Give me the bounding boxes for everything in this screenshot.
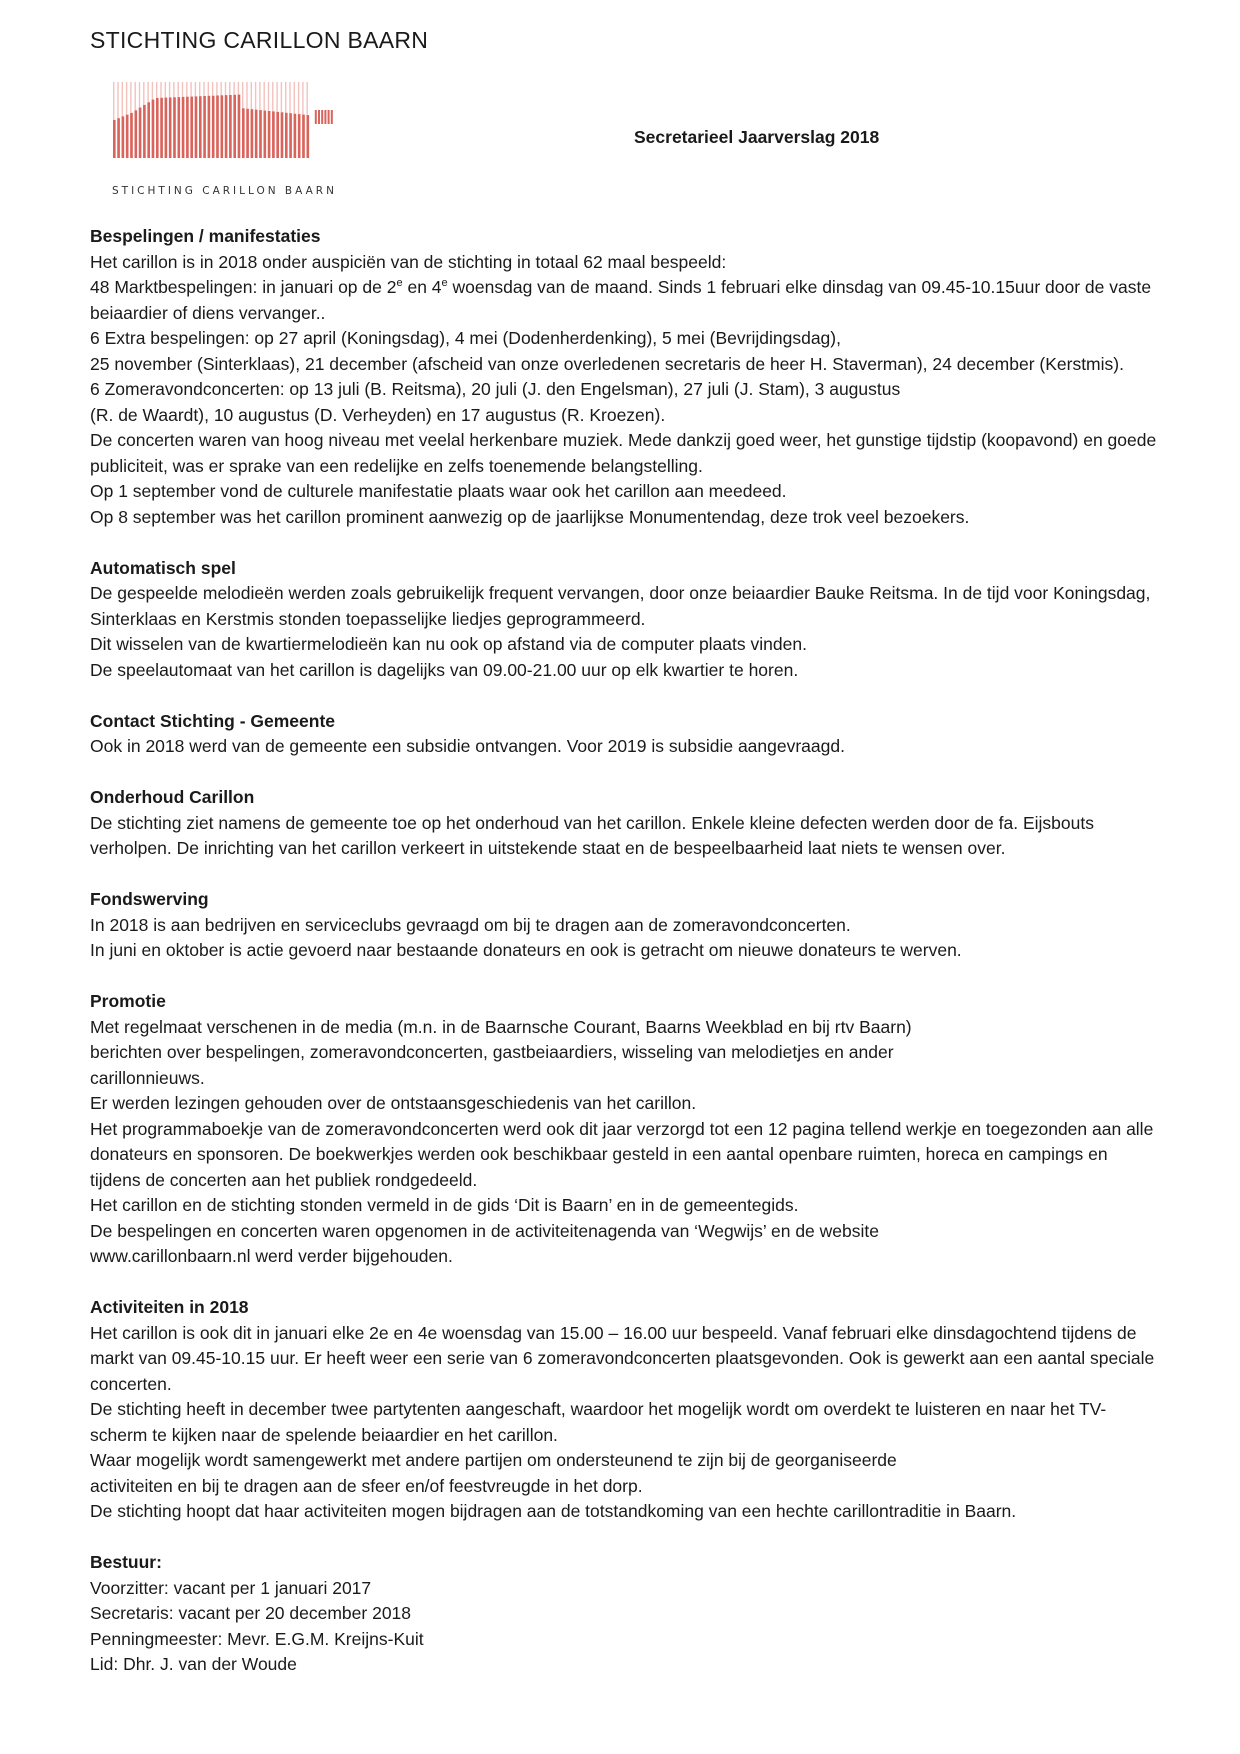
section-heading: Bespelingen / manifestaties [90,226,321,246]
logo-bar [182,97,185,158]
logo-bar [255,110,258,158]
logo-bar [216,96,219,159]
logo-bar [307,115,310,158]
logo-bar [285,113,288,158]
logo-bar [178,97,181,158]
paragraph: Het carillon is ook dit in januari elke 2e en 4e woensdag van 15.00 – 16.00 uur bespeeld. Vanaf februari elke dinsdagochtend tijdens de markt van 09.45-10.15 uur. Er heeft weer een serie van 6 zomeravondconcerten plaatsgevonden. Ook is gewerkt aan een aantal speciale concerten. [90,1322,1155,1394]
logo-bar [242,108,245,158]
logo-bell-mark [331,110,333,124]
logo-bell-mark [321,110,323,124]
logo-bell-mark [315,110,317,124]
section-bestuur [90,1550,1160,1678]
logo-bar [203,96,206,158]
logo-bar [122,116,125,158]
paragraph: In juni en oktober is actie gevoerd naar bestaande donateurs en ook is getracht om nieuwe donateurs te werven. [90,940,962,960]
logo-bell-mark [324,110,326,124]
paragraph: 6 Extra bespelingen: op 27 april (Koningsdag), 4 mei (Dodenherdenking), 5 mei (Bevrijdingsdag), [90,328,841,348]
logo-bar [143,105,146,158]
logo-bar [251,109,254,158]
paragraph: Ook in 2018 werd van de gemeente een subsidie ontvangen. Voor 2019 is subsidie aangevraagd. [90,736,845,756]
board-member: Voorzitter: vacant per 1 januari 2017 [90,1577,372,1598]
section-heading: Bestuur: [90,1552,162,1572]
logo-bar [195,96,198,158]
paragraph: 48 Marktbespelingen: in januari op de 2e en 4e woensdag van de maand. Sinds 1 februari elke dinsdag van 09.45-10.15uur door de vaste beiaardier of diens vervanger.. [90,277,1152,323]
logo-bar [212,96,215,158]
paragraph: 6 Zomeravondconcerten: op 13 juli (B. Reitsma), 20 juli (J. den Engelsman), 27 juli (J. Stam), 3 augustus [90,379,901,399]
section-activiteiten [90,1295,1160,1525]
paragraph: activiteiten en bij te dragen aan de sfeer en/of feestvreugde in het dorp. [90,1475,643,1496]
paragraph: berichten over bespelingen, zomeravondconcerten, gastbeiaardiers, wisseling van melodietjes en ander [90,1042,894,1062]
section-fondswerving [90,887,1160,964]
logo-bar [113,120,116,158]
paragraph: Op 1 september vond de culturele manifestatie plaats waar ook het carillon aan meedeed. [90,481,787,501]
logo-bar [139,108,142,158]
paragraph: Met regelmaat verschenen in de media (m.n. in de Baarnsche Courant, Baarns Weekblad en bij rtv Baarn) [90,1016,912,1037]
logo-bar [221,95,224,158]
paragraph: De speelautomaat van het carillon is dagelijks van 09.00-21.00 uur op elk kwartier te horen. [90,659,799,680]
paragraph: Er werden lezingen gehouden over de ontstaansgeschiedenis van het carillon. [90,1093,697,1113]
logo-bar [190,97,193,158]
paragraph: 25 november (Sinterklaas), 21 december (afscheid van onze overledenen secretaris de heer H. Staverman), 24 december (Kerstmis). [90,353,1124,374]
section-promotie [90,989,1160,1270]
logo-bar [259,110,262,158]
paragraph: Waar mogelijk wordt samengewerkt met andere partijen om ondersteunend te zijn bij de georganiseerde [90,1450,897,1470]
logo-bar [281,112,284,158]
section-automatisch-spel [90,556,1160,684]
section-contact [90,709,1160,760]
logo-bar [156,98,159,158]
logo-bar [276,112,279,158]
logo-bar [208,96,211,158]
report-body [90,224,1160,1678]
logo-bar [272,111,275,158]
section-bespelingen [90,224,1160,530]
paragraph: In 2018 is aan bedrijven en serviceclubs gevraagd om bij te dragen aan de zomeravondconcerten. [90,914,851,935]
logo-bar [268,111,271,158]
logo-bar [229,95,232,158]
section-heading: Promotie [90,991,166,1011]
logo-bar [264,111,267,158]
paragraph: (R. de Waardt), 10 augustus (D. Verheyden) en 17 augustus (R. Kroezen). [90,404,666,425]
paragraph: Het programmaboekje van de zomeravondconcerten werd ook dit jaar verzorgd tot een 12 pagina tellend werkje en toegezonden aan alle donateurs en sponsoren. De boekwerkjes werden ook beschikbaar gesteld in een aantal openbare ruimten, horeca en campings en tijdens de concerten aan het publiek rondgedeeld. [90,1118,1154,1190]
paragraph: De stichting ziet namens de gemeente toe op het onderhoud van het carillon. Enkele kleine defecten werden door de fa. Eijsbouts verholpen. De inrichting van het carillon verkeert in uitstekende staat en de bespeelbaarheid laat niets te wensen over. [90,812,1094,858]
organization-name: STICHTING CARILLON BAARN [90,27,429,53]
logo-bar [135,110,138,158]
logo-bar [169,97,172,158]
logo-bar [152,100,155,158]
paragraph: Het carillon en de stichting stonden vermeld in de gids ‘Dit is Baarn’ en in de gemeentegids. [90,1195,799,1215]
paragraph: De bespelingen en concerten waren opgenomen in de activiteitenagenda van ‘Wegwijs’ en de website [90,1220,879,1241]
paragraph: www.carillonbaarn.nl werd verder bijgehouden. [90,1246,453,1266]
section-heading: Onderhoud Carillon [90,787,255,807]
logo-caption: STICHTING CARILLON BAARN [112,185,337,197]
logo-bar [165,98,168,158]
section-heading: Fondswerving [90,889,209,909]
paragraph: Op 8 september was het carillon prominent aanwezig op de jaarlijkse Monumentendag, deze trok veel bezoekers. [90,506,970,527]
logo-bar [246,109,249,158]
section-heading: Contact Stichting - Gemeente [90,710,336,731]
logo-bar [147,102,150,158]
logo-bar [294,114,297,158]
board-member: Secretaris: vacant per 20 december 2018 [90,1603,412,1623]
logo-bar [199,96,202,158]
paragraph: De gespeelde melodieën werden zoals gebruikelijk frequent vervangen, door onze beiaardier Bauke Reitsma. In de tijd voor Koningsdag, Sinterklaas en Kerstmis stonden toepasselijke liedjes geprogrammeerd. [90,583,1151,629]
section-onderhoud [90,785,1160,862]
paragraph: Het carillon is in 2018 onder auspiciën van de stichting in totaal 62 maal bespeeld: [90,251,727,272]
document-title: Secretarieel Jaarverslag 2018 [634,127,880,147]
logo-bar [225,95,228,158]
paragraph: De stichting hoopt dat haar activiteiten mogen bijdragen aan de totstandkoming van een hechte carillontraditie in Baarn. [90,1501,1017,1521]
paragraph: De concerten waren van hoog niveau met veelal herkenbare muziek. Mede dankzij goed weer, het gunstige tijdstip (koopavond) en goede publiciteit, was er sprake van een redelijke en zelfs toenemende belangstelling. [90,430,1157,476]
logo-bar [160,98,163,158]
logo-bar [117,118,120,158]
board-member: Penningmeester: Mevr. E.G.M. Kreijns-Kuit [90,1628,424,1649]
logo-bar [126,115,129,158]
logo-bar [233,95,236,158]
logo-bar [302,115,305,158]
logo-bar [186,97,189,158]
logo-bell-mark [318,110,320,124]
logo-bell-mark [328,110,330,124]
logo-bar [298,114,301,158]
logo-bar [130,113,133,158]
paragraph: carillonnieuws. [90,1067,205,1088]
logo-bar [173,97,176,158]
paragraph: De stichting heeft in december twee partytenten aangeschaft, waardoor het mogelijk wordt om overdekt te luisteren en naar het TV-scherm te kijken naar de spelende beiaardier en het carillon. [90,1399,1107,1445]
board-member: Lid: Dhr. J. van der Woude [90,1654,297,1674]
logo-bar [289,113,292,158]
section-heading: Automatisch spel [90,557,236,578]
section-heading: Activiteiten in 2018 [90,1297,249,1317]
paragraph: Dit wisselen van de kwartiermelodieën kan nu ook op afstand via de computer plaats vinden. [90,634,807,654]
logo-bar [238,95,241,158]
